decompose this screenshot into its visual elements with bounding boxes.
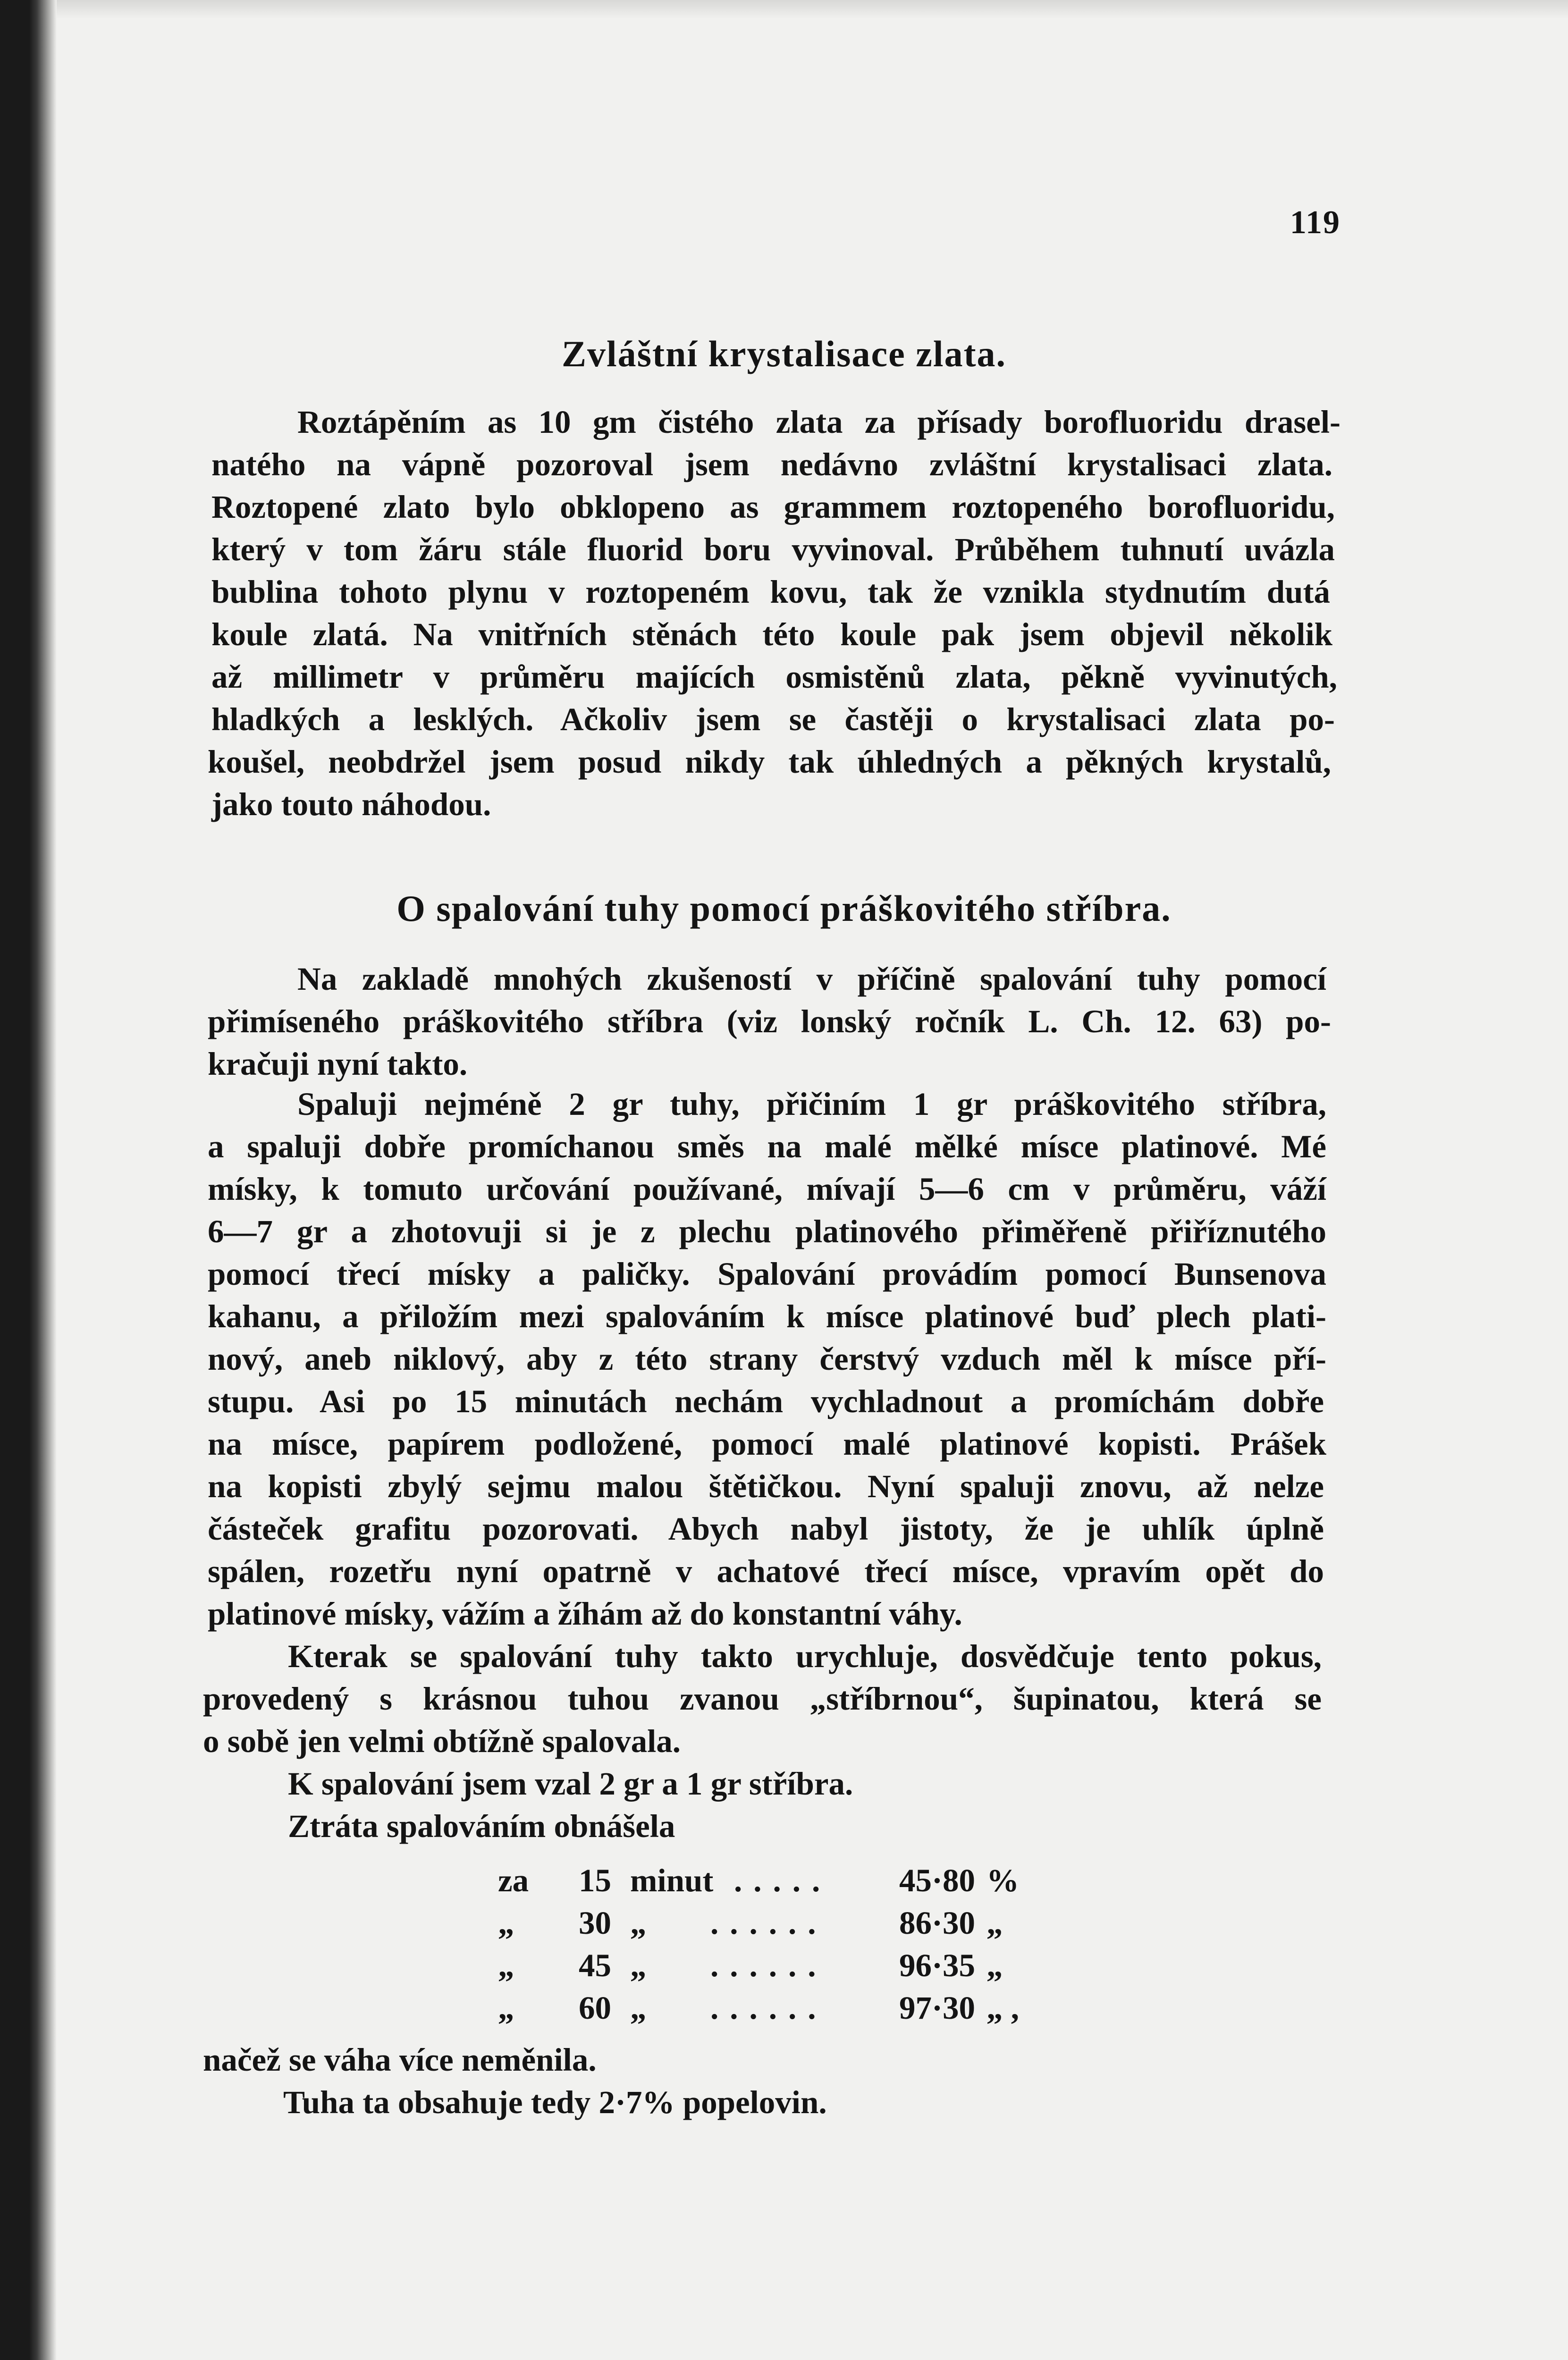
row-leader-dots: ..... (734, 1863, 832, 1898)
paragraph-line: na kopisti zbylý sejmu malou štětičkou. Nyní spaluji znovu, až nelze (208, 1468, 1324, 1504)
paragraph-line: Roztopené zlato bylo obklopeno as grammem roztopeného borofluoridu, (211, 489, 1335, 525)
paragraph-line: platinové mísky, vážím a žíhám až do konstantní váhy. (208, 1596, 962, 1632)
paragraph-line: hladkých a lesklých. Ačkoliv jsem se častěji o krystalisaci zlata po- (211, 701, 1335, 737)
row-value: 96·35 (899, 1947, 976, 1983)
row-prefix: za (498, 1863, 529, 1898)
row-prefix: „ (498, 1905, 514, 1941)
row-unit: „ (630, 1947, 647, 1983)
loss-table-row (498, 1989, 1041, 2027)
row-leader-dots: ...... (710, 1947, 827, 1983)
row-suffix: „ (986, 1905, 1003, 1941)
paragraph-line: kračuji nyní takto. (208, 1046, 468, 1082)
loss-table-row (498, 1905, 1041, 1942)
paragraph-line: K spalování jsem vzal 2 gr a 1 gr stříbra. (288, 1766, 853, 1802)
row-prefix: „ (498, 1947, 514, 1983)
paragraph-line: o sobě jen velmi obtížně spalovala. (203, 1723, 681, 1759)
paragraph-line: Ztráta spalováním obnášela (288, 1808, 675, 1844)
row-suffix: „ (986, 1947, 1003, 1983)
paragraph-line: jako touto náhodou. (211, 786, 491, 822)
row-minutes: 45 (579, 1947, 611, 1983)
row-suffix: „ , (986, 1990, 1019, 2026)
row-suffix: % (986, 1863, 1019, 1898)
paragraph-line: koušel, neobdržel jsem posud nikdy tak úhledných a pěkných krystalů, (208, 744, 1331, 780)
paragraph-line: spálen, rozetřu nyní opatrně v achatové třecí mísce, vpravím opět do (208, 1553, 1324, 1589)
page-number: 119 (1290, 204, 1340, 241)
row-value: 45·80 (899, 1863, 976, 1898)
paragraph-line: koule zlatá. Na vnitřních stěnách této koule pak jsem objevil několik (211, 616, 1332, 652)
row-minutes: 30 (579, 1905, 611, 1941)
paragraph-line: Na zakladě mnohých zkušeností v příčině spalování tuhy pomocí (297, 961, 1326, 997)
paragraph-line: částeček grafitu pozorovati. Abych nabyl jistoty, že je uhlík úplně (208, 1511, 1324, 1547)
paragraph-line: a spaluji dobře promíchanou směs na malé mělké mísce platinové. Mé (208, 1129, 1326, 1164)
page-top-shadow (57, 0, 1568, 19)
paragraph-line: 6—7 gr a zhotovuji si je z plechu platinového přiměřeně přiříznutého (208, 1214, 1326, 1249)
row-leader-dots: ...... (710, 1990, 827, 2026)
row-value: 97·30 (899, 1990, 976, 2026)
loss-table-row (498, 1862, 1041, 1900)
row-unit: „ (630, 1990, 647, 2026)
row-minutes: 15 (579, 1863, 611, 1898)
paragraph-line: načež se váha více neměnila. (203, 2042, 597, 2078)
paragraph-line: provedený s krásnou tuhou zvanou „stříbrnou“, šupinatou, která se (203, 1681, 1322, 1717)
paragraph-line: pomocí třecí mísky a paličky. Spalování provádím pomocí Bunsenova (208, 1256, 1326, 1292)
row-leader-dots: ...... (710, 1905, 827, 1941)
row-prefix: „ (498, 1990, 514, 2026)
paragraph-line: bublina tohoto plynu v roztopeném kovu, tak že vznikla stydnutím dutá (211, 574, 1330, 610)
paragraph-line: kahanu, a přiložím mezi spalováním k mísce platinové buď plech plati- (208, 1298, 1326, 1334)
paragraph-line: na mísce, papírem podložené, pomocí malé platinové kopisti. Prášek (208, 1426, 1326, 1462)
paragraph-line: natého na vápně pozoroval jsem nedávno zvláštní krystalisaci zlata. (211, 447, 1332, 482)
paragraph-line: Spaluji nejméně 2 gr tuhy, přičiním 1 gr práškovitého stříbra, (297, 1086, 1326, 1122)
paragraph-line: přimíseného práškovitého stříbra (viz lonský ročník L. Ch. 12. 63) po- (208, 1003, 1331, 1039)
paragraph-line: až millimetr v průměru majících osmistěnů zlata, pěkně vyvinutých, (211, 659, 1337, 695)
row-value: 86·30 (899, 1905, 976, 1941)
paragraph-line: Kterak se spalování tuhy takto urychluje, dosvědčuje tento pokus, (288, 1638, 1322, 1674)
row-unit: „ (630, 1905, 647, 1941)
section-title-gold-crystallization: Zvláštní krystalisace zlata. (561, 333, 1007, 374)
row-unit: minut (630, 1863, 714, 1898)
paragraph-line: mísky, k tomuto určování používané, mívají 5—6 cm v průměru, váží (208, 1171, 1326, 1207)
row-minutes: 60 (579, 1990, 611, 2026)
paragraph-line: stupu. Asi po 15 minutách nechám vychladnout a promíchám dobře (208, 1383, 1324, 1419)
paragraph-line: Tuha ta obsahuje tedy 2·7% popelovin. (283, 2084, 827, 2120)
paragraph-line: nový, aneb niklový, aby z této strany čerstvý vzduch měl k mísce pří- (208, 1341, 1326, 1377)
section-title-graphite-combustion: O spalování tuhy pomocí práškovitého stříbra. (396, 888, 1172, 929)
paragraph-line: Roztápěním as 10 gm čistého zlata za přísady borofluoridu drasel- (297, 404, 1340, 440)
loss-table-row (498, 1947, 1041, 1985)
paragraph-line: který v tom žáru stále fluorid boru vyvinoval. Průběhem tuhnutí uvázla (211, 531, 1335, 567)
